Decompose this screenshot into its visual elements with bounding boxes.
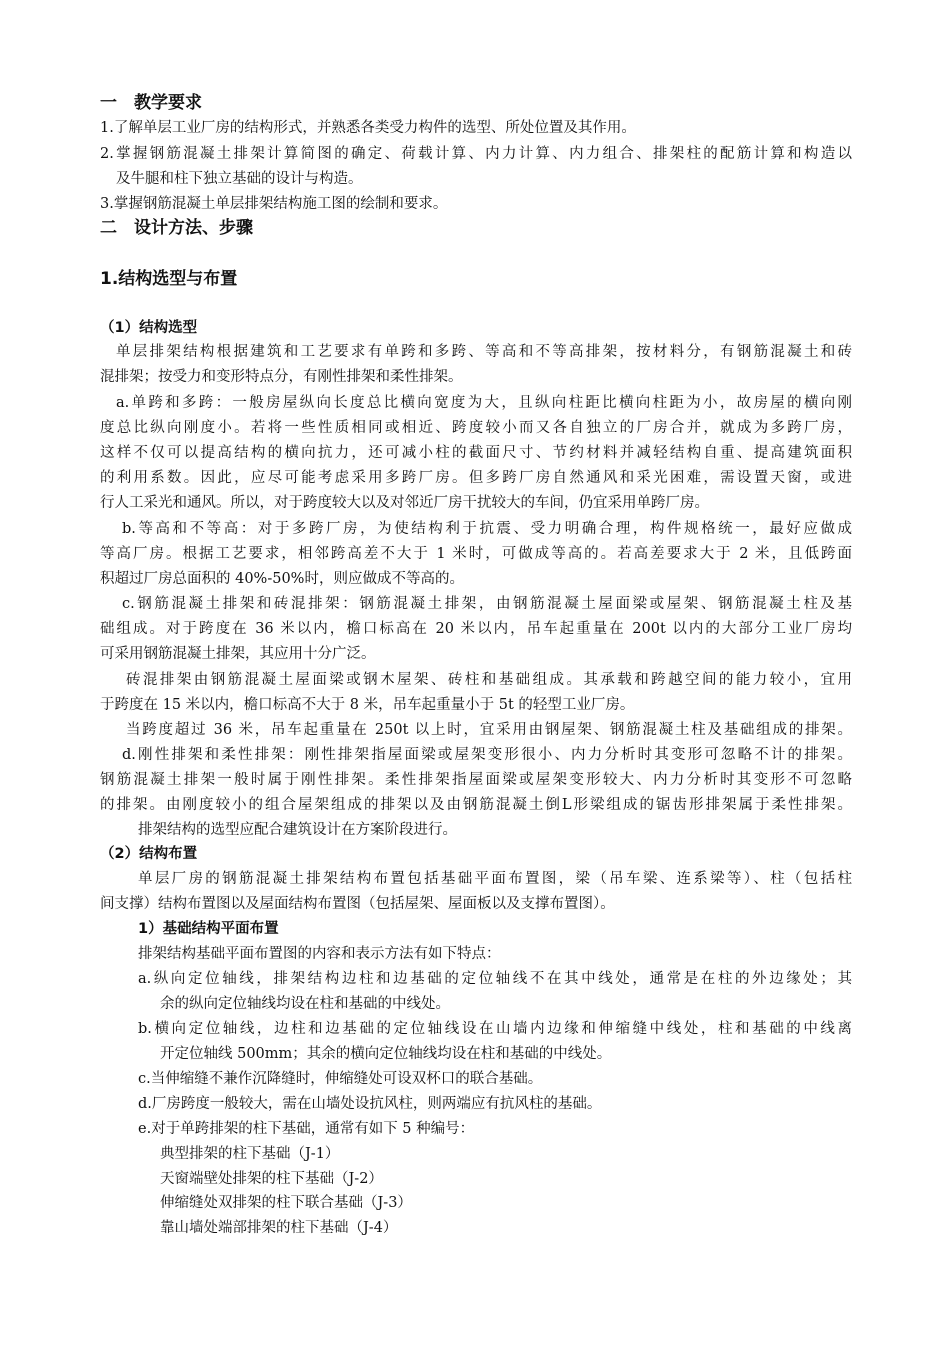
text-line: 当跨度超过 36 米，吊车起重量在 250t 以上时，宜采用由钢屋架、钢筋混凝土柱及基础组成的排架。 bbox=[126, 722, 852, 738]
text-line: d.厂房跨度一般较大，需在山墙处设抗风柱，则两端应有抗风柱的基础。 bbox=[138, 1096, 602, 1112]
text-line: b.横向定位轴线，边柱和边基础的定位轴线设在山墙内边缘和伸缩缝中线处，柱和基础的中线离 bbox=[138, 1021, 852, 1037]
text-line: 积超过厂房总面积的 40%-50%时，则应做成不等高的。 bbox=[100, 571, 464, 587]
section-heading: （2）结构布置 bbox=[100, 846, 198, 862]
text-line: a.单跨和多跨：一般房屋纵向长度总比横向宽度为大，且纵向柱距比横向柱距为小，故房屋的横向刚 bbox=[116, 395, 852, 411]
text-line: e.对于单跨排架的柱下基础，通常有如下 5 种编号： bbox=[138, 1121, 475, 1137]
text-line: 础组成。对于跨度在 36 米以内，檐口标高在 20 米以内，吊车起重量在 200t 以内的大部分工业厂房均 bbox=[100, 621, 852, 637]
text-line: 行人工采光和通风。所以，对于跨度较大以及对邻近厂房干扰较大的车间，仍宜采用单跨厂房。 bbox=[100, 495, 709, 511]
text-line: 度总比纵向刚度小。若将一些性质相同或相近、跨度较小而又各自独立的厂房合并，就成为多跨厂房， bbox=[100, 420, 852, 436]
text-line: 余的纵向定位轴线均设在柱和基础的中线处。 bbox=[160, 996, 450, 1012]
text-line: 于跨度在 15 米以内，檐口标高不大于 8 米，吊车起重量小于 5t 的轻型工业厂房。 bbox=[100, 697, 635, 713]
text-line: b.等高和不等高：对于多跨厂房，为使结构利于抗震、受力明确合理，构件规格统一，最好应做成 bbox=[122, 521, 852, 537]
text-line: 单层厂房的钢筋混凝土排架结构布置包括基础平面布置图，梁（吊车梁、连系梁等）、柱（包括柱 bbox=[138, 871, 852, 887]
text-line: 的利用系数。因此，应尽可能考虑采用多跨厂房。但多跨厂房自然通风和采光困难，需设置天窗，或进 bbox=[100, 470, 852, 486]
text-line: 等高厂房。根据工艺要求，相邻跨高差不大于 1 米时，可做成等高的。若高差要求大于 2 米，且低跨面 bbox=[100, 546, 852, 562]
text-line: 排架结构的选型应配合建筑设计在方案阶段进行。 bbox=[138, 822, 457, 838]
text-line: 间支撑）结构布置图以及屋面结构布置图（包括屋架、屋面板以及支撑布置图）。 bbox=[100, 896, 615, 912]
text-line: 典型排架的柱下基础（J-1） bbox=[160, 1146, 340, 1162]
text-line: 单层排架结构根据建筑和工艺要求有单跨和多跨、等高和不等高排架，按材料分，有钢筋混凝土和砖 bbox=[116, 344, 852, 360]
text-line: 1.了解单层工业厂房的结构形式，并熟悉各类受力构件的选型、所处位置及其作用。 bbox=[100, 120, 636, 136]
section-heading: 1）基础结构平面布置 bbox=[138, 921, 279, 937]
text-line: 这样不仅可以提高结构的横向抗力，还可减小柱的截面尺寸、节约材料并减轻结构自重、提高建筑面积 bbox=[100, 445, 852, 461]
section-heading: 二 设计方法、步骤 bbox=[100, 218, 253, 238]
text-line: c.当伸缩缝不兼作沉降缝时，伸缩缝处可设双杯口的联合基础。 bbox=[138, 1071, 543, 1087]
text-line: 钢筋混凝土排架一般时属于刚性排架。柔性排架指屋面梁或屋架变形较大、内力分析时其变形不可忽略 bbox=[100, 772, 852, 788]
text-line: 靠山墙处端部排架的柱下基础（J-4） bbox=[160, 1220, 398, 1236]
text-line: 开定位轴线 500mm；其余的横向定位轴线均设在柱和基础的中线处。 bbox=[160, 1046, 612, 1062]
text-line: 天窗端壁处排架的柱下基础（J-2） bbox=[160, 1171, 383, 1187]
text-line: 伸缩缝处双排架的柱下联合基础（J-3） bbox=[160, 1195, 412, 1211]
text-line: d.刚性排架和柔性排架：刚性排架指屋面梁或屋架变形很小、内力分析时其变形可忽略不计的排架。 bbox=[122, 747, 852, 763]
text-line: 排架结构基础平面布置图的内容和表示方法有如下特点： bbox=[138, 946, 501, 962]
section-heading: 一 教学要求 bbox=[100, 93, 202, 113]
text-line: 混排架；按受力和变形特点分，有刚性排架和柔性排架。 bbox=[100, 369, 463, 385]
text-line: 可采用钢筋混凝土排架，其应用十分广泛。 bbox=[100, 646, 376, 662]
text-line: a.纵向定位轴线，排架结构边柱和边基础的定位轴线不在其中线处，通常是在柱的外边缘处；其 bbox=[138, 971, 852, 987]
text-line: 及牛腿和柱下独立基础的设计与构造。 bbox=[116, 171, 363, 187]
text-line: 的排架。由刚度较小的组合屋架组成的排架以及由钢筋混凝土倒L形梁组成的锯齿形排架属于柔性排架。 bbox=[100, 797, 852, 813]
section-heading: 1.结构选型与布置 bbox=[100, 269, 238, 289]
section-heading: （1）结构选型 bbox=[100, 320, 198, 336]
text-line: c.钢筋混凝土排架和砖混排架：钢筋混凝土排架，由钢筋混凝土屋面梁或屋架、钢筋混凝土柱及基 bbox=[122, 596, 852, 612]
text-line: 2.掌握钢筋混凝土排架计算简图的确定、荷载计算、内力计算、内力组合、排架柱的配筋计算和构造以 bbox=[100, 146, 852, 162]
text-line: 砖混排架由钢筋混凝土屋面梁或钢木屋架、砖柱和基础组成。其承载和跨越空间的能力较小，宜用 bbox=[126, 672, 852, 688]
text-line: 3.掌握钢筋混凝土单层排架结构施工图的绘制和要求。 bbox=[100, 196, 448, 212]
